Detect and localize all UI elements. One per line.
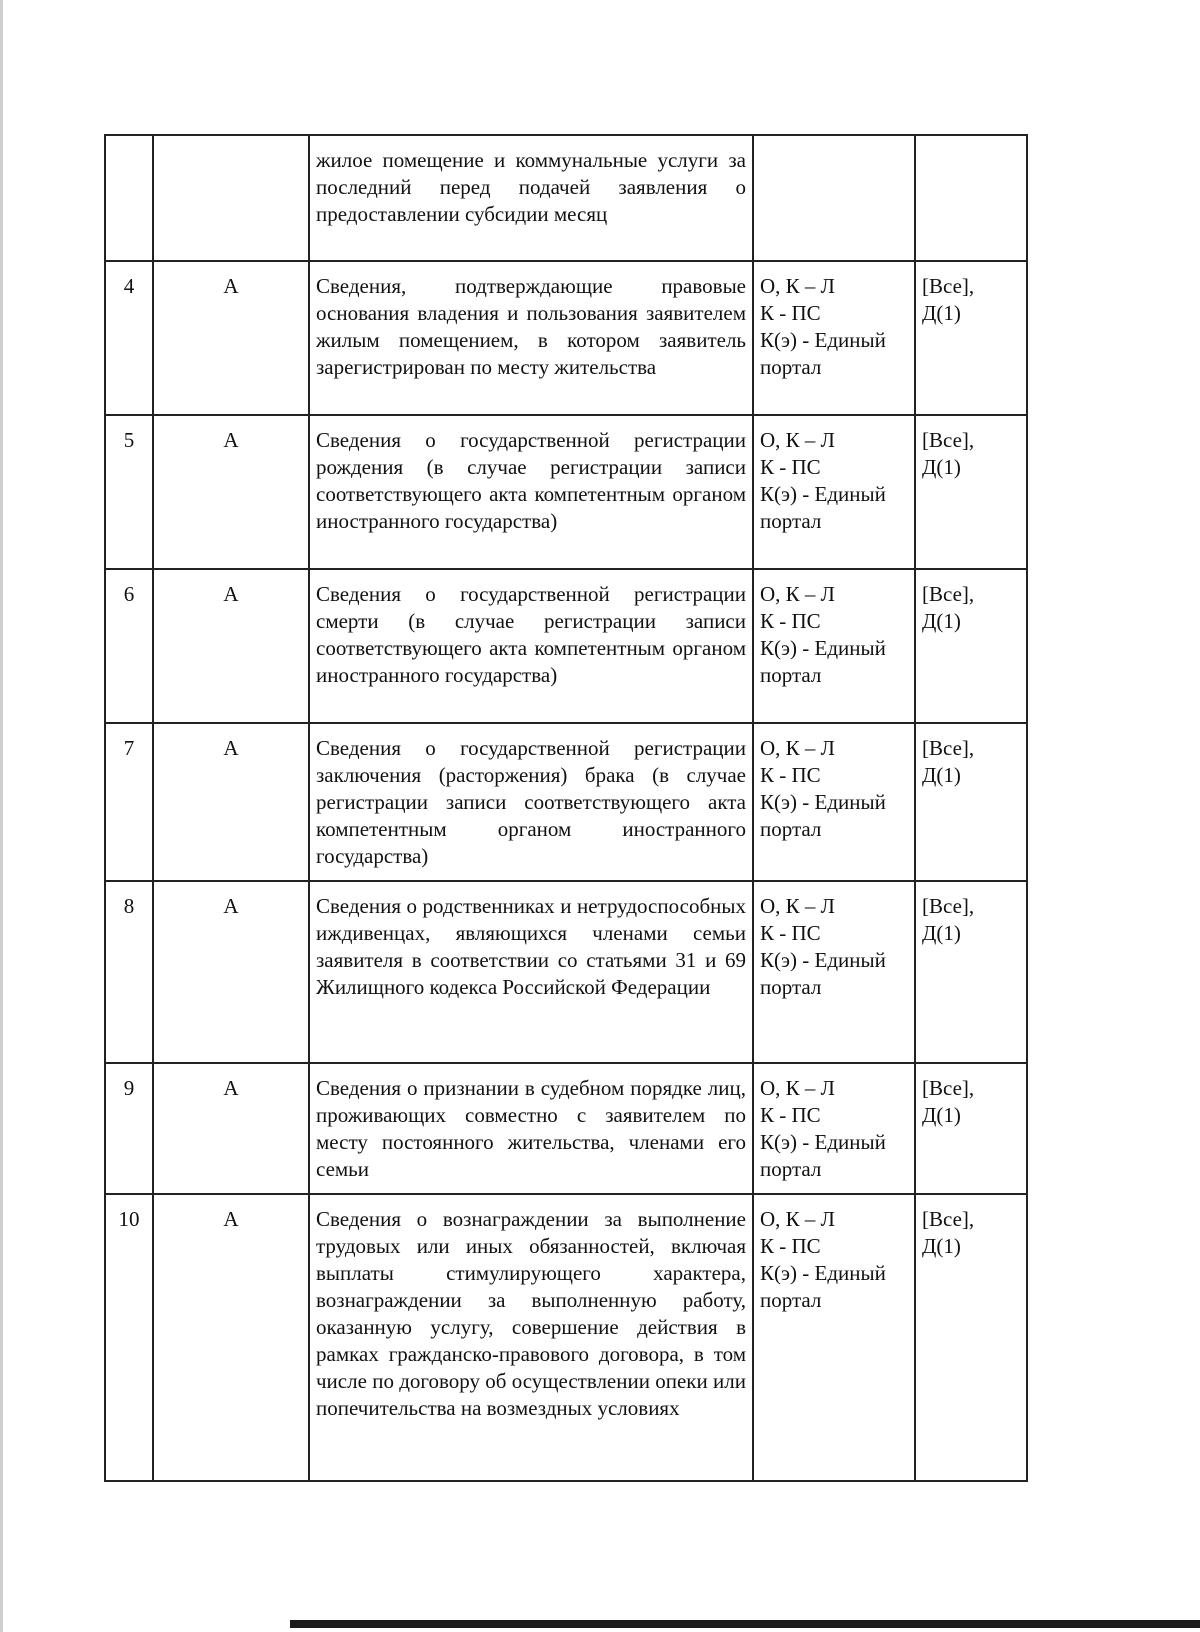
- source-line: О, К – Л: [760, 428, 835, 452]
- description-cell: жилое помещение и коммунальные услуги за последний перед подачей заявления о предоставлении субсидии месяц: [309, 135, 753, 261]
- row-category: А: [153, 1194, 309, 1481]
- table-row: [105, 881, 1027, 1063]
- source-line: К - ПС: [760, 1103, 821, 1127]
- row-category: А: [153, 1063, 309, 1194]
- source-line: портал: [760, 1288, 822, 1312]
- source-line: О, К – Л: [760, 736, 835, 760]
- row-source: [753, 261, 915, 415]
- row-category: А: [153, 569, 309, 723]
- row-number: 7: [105, 723, 153, 881]
- source-line: портал: [760, 975, 822, 999]
- row-description: Сведения о вознаграждении за выполнение трудовых или иных обязанностей, включая выплаты стимулирующего характера, вознаграждении за выполненную работу, оказанную услугу, совершение действия в рамках гражданско-правового договора, в том числе по договору об осуществлении опеки или попечительства на возмездных условиях: [309, 1194, 753, 1481]
- source-line: О, К – Л: [760, 894, 835, 918]
- source-line: О, К – Л: [760, 1207, 835, 1231]
- row-rule: [915, 1194, 1027, 1481]
- rule-line: Д(1): [922, 609, 961, 633]
- row-number: 8: [105, 881, 153, 1063]
- source-line: К(э) - Единый: [760, 1130, 886, 1154]
- row-description: Сведения о государственной регистрации рождения (в случае регистрации записи соответствующего акта компетентным органом иностранного государства): [309, 415, 753, 569]
- table-row-continuation: [105, 135, 1027, 261]
- rule-line: Д(1): [922, 1103, 961, 1127]
- row-number: 6: [105, 569, 153, 723]
- row-source: [753, 1063, 915, 1194]
- row-source: [753, 569, 915, 723]
- rule-line: Д(1): [922, 921, 961, 945]
- row-source: [753, 723, 915, 881]
- row-description: Сведения о государственной регистрации заключения (расторжения) брака (в случае регистрации записи соответствующего акта компетентным органом иностранного государства): [309, 723, 753, 881]
- source-line: портал: [760, 1157, 822, 1181]
- source-line: К(э) - Единый: [760, 636, 886, 660]
- row-source: [753, 415, 915, 569]
- row-description: Сведения о родственниках и нетрудоспособных иждивенцах, являющихся членами семьи заявителя в соответствии со статьями 31 и 69 Жилищного кодекса Российской Федерации: [309, 881, 753, 1063]
- category-cell: [153, 135, 309, 261]
- table-row: [105, 1194, 1027, 1481]
- source-line: О, К – Л: [760, 274, 835, 298]
- rule-line: [Все],: [922, 736, 975, 760]
- rule-line: [Все],: [922, 582, 975, 606]
- row-description: Сведения о признании в судебном порядке лиц, проживающих совместно с заявителем по месту постоянного жительства, членами его семьи: [309, 1063, 753, 1194]
- documents-table: [104, 134, 1028, 1482]
- table-row: [105, 415, 1027, 569]
- source-line: О, К – Л: [760, 1076, 835, 1100]
- rule-cell: [915, 135, 1027, 261]
- source-cell: [753, 135, 915, 261]
- source-line: К - ПС: [760, 301, 821, 325]
- row-rule: [915, 1063, 1027, 1194]
- row-rule: [915, 569, 1027, 723]
- source-line: К(э) - Единый: [760, 482, 886, 506]
- source-line: К(э) - Единый: [760, 948, 886, 972]
- row-category: А: [153, 415, 309, 569]
- scan-left-edge: [0, 0, 3, 1632]
- row-number: 9: [105, 1063, 153, 1194]
- row-source: [753, 881, 915, 1063]
- table-row: [105, 723, 1027, 881]
- rule-line: [Все],: [922, 428, 975, 452]
- row-source: [753, 1194, 915, 1481]
- source-line: портал: [760, 817, 822, 841]
- source-line: К - ПС: [760, 921, 821, 945]
- row-number: 4: [105, 261, 153, 415]
- table-row: [105, 261, 1027, 415]
- source-line: К - ПС: [760, 1234, 821, 1258]
- row-category: А: [153, 881, 309, 1063]
- rule-line: Д(1): [922, 301, 961, 325]
- row-number: 5: [105, 415, 153, 569]
- rule-line: Д(1): [922, 1234, 961, 1258]
- source-line: О, К – Л: [760, 582, 835, 606]
- row-rule: [915, 881, 1027, 1063]
- table-row: [105, 569, 1027, 723]
- source-line: портал: [760, 663, 822, 687]
- source-line: К - ПС: [760, 455, 821, 479]
- scan-bottom-bar: [290, 1620, 1200, 1628]
- rule-line: [Все],: [922, 1076, 975, 1100]
- source-line: К(э) - Единый: [760, 1261, 886, 1285]
- source-line: К - ПС: [760, 609, 821, 633]
- source-line: К(э) - Единый: [760, 790, 886, 814]
- source-line: К - ПС: [760, 763, 821, 787]
- rule-line: [Все],: [922, 894, 975, 918]
- number-cell: [105, 135, 153, 261]
- rule-line: Д(1): [922, 455, 961, 479]
- rule-line: [Все],: [922, 1207, 975, 1231]
- row-number: 10: [105, 1194, 153, 1481]
- row-category: А: [153, 723, 309, 881]
- row-description: Сведения, подтверждающие правовые основания владения и пользования заявителем жилым помещением, в котором заявитель зарегистрирован по месту жительства: [309, 261, 753, 415]
- row-rule: [915, 723, 1027, 881]
- row-rule: [915, 415, 1027, 569]
- rule-line: [Все],: [922, 274, 975, 298]
- rule-line: Д(1): [922, 763, 961, 787]
- source-line: портал: [760, 355, 822, 379]
- source-line: портал: [760, 509, 822, 533]
- row-rule: [915, 261, 1027, 415]
- row-category: А: [153, 261, 309, 415]
- row-description: Сведения о государственной регистрации смерти (в случае регистрации записи соответствующего акта компетентным органом иностранного государства): [309, 569, 753, 723]
- table-row: [105, 1063, 1027, 1194]
- source-line: К(э) - Единый: [760, 328, 886, 352]
